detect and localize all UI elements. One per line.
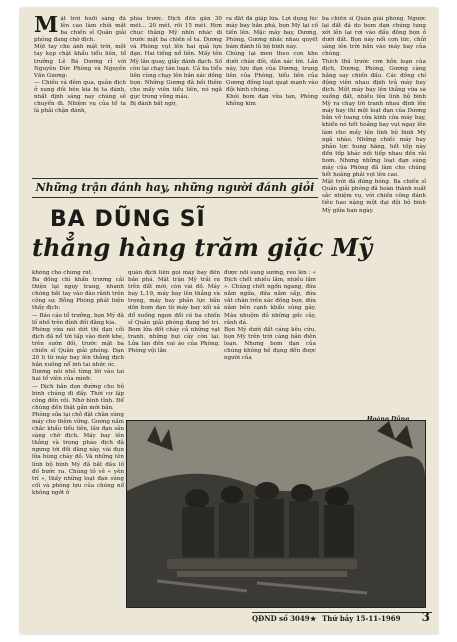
drop-cap: M: [34, 16, 59, 38]
page-number: 3: [421, 610, 430, 624]
headline-line-2: thẳng hàng trăm giặc Mỹ: [32, 233, 373, 262]
right-column: ba chiến sĩ Quân giải phóng. Ngược lại đất đá do bom đạn chúng tung xới lên lại rơi vào đầu đồng bọn ở dưới đất. Bọn này nổi cơn tức, chửi sáng lên trời bắn vào máy bay của chúng. Thích thú trước cơn hỗn loạn của địch, Dương, Phòng, Gương càng hăng say chiến đấu. Các đồng chí động viên nhau định trả máy bay địch. Một máy bay lên thẳng vừa sà xuống đất, nhiều tên lính bộ binh Mỹ ra chạy tới tranh nhau định lên máy bay thì một loạt đạn của Dương bắn vỡ toang cửa kính cửa máy bay, khiến nó hốt hoảng bay vụt ngay lên làm cho mấy tên lính bộ binh Mỹ ngã nhào. Những chiếc máy bay phản lực hung hăng, hết tốp này đến tốp khác nối tiếp nhau đến rải bom. Nhưng những loạt đạn súng máy của Phòng đã làm cho chúng hết hoảng phải vọt lên cao. Mặt trời đã đứng bóng. Ba chiến sĩ Quân giải phóng đã hoàn thành xuất sắc nhiệm vụ, với chiến công đánh tiêu hao nặng một đại đội bộ binh Mỹ giữa ban ngày.: [322, 16, 426, 214]
top-column-1: [34, 16, 126, 176]
article-column-2: quân địch liền gọi máy bay đến bắn phá. Mặt trận Mỹ trải ra trên đất mới, còn vài đồ. Máy bay L.19, máy bay lên thẳng và trọng, máy bay phản lực bắn dồn bom đạn từ máy bay xối xả đổ xuống ngọn đồi có ba chiến sĩ Quân giải phóng đang bố trí. Bom lửa đốt cháy cả những vạt tranh, những bụi cây còn lại. Lửa lan đến vai áo của Phòng. Phòng vội lăn: [128, 270, 220, 355]
photo-illustration: [127, 421, 425, 607]
star-icon: ★: [310, 614, 317, 623]
war-photo: [126, 420, 426, 608]
top-column-2: phía trước. Địch đến gần 30 mét... 20 mét, rồi 15 mét. Hơn chục thằng Mỹ nhìn nhác đi trước mặt ba chiến sĩ ta. Dương và Phòng vụt lên hai quả lựu đạn. Hai tiếng nổ liên. Mấy tên Mỹ lăn quay, giãy đành đạch. Số còn lại chạy tán loạn. Cả ba tiểu liên cùng chạy lên bắn xác đồng bọn. Những Gương đã bồi thêm cho mấy viên tiểu liên, nó ngã gục trong vũng máu. Bị đánh bất ngờ,: [130, 16, 222, 108]
article-column-3: được nổi sung sướng, reo lên : « Địch chết nhiều lắm, nhiều lắm ». Chúng chết ngổn ngang, đứa nằm ngửa, đứa nằm sấp, đứa vắt chân trên xác đồng bọn, đứa nằm bên cạnh khẩu súng gãy. Máu nhuộm đỏ những gốc cây, rãnh đá. Bọn Mỹ dưới đất cáng kêu cứu, bọn Mỹ trên trời càng bắn điên loạn. Nhưng bom đạn của chúng không hề đụng đến được người của: [224, 270, 316, 362]
kicker-bar: [32, 178, 318, 198]
issue-date: Thứ bảy 15-11-1969: [322, 614, 401, 623]
article-column-1: không cho chúng rút. Ba đồng chí khẩn trương cải thiện lại ngụy trang, nhanh chóng bắt tay vào đào rãnh trên công sự. Bỗng Phòng phát hiện thấy địch: — Báo cáo tổ trưởng, bọn Mỹ đã lố nhố trên đỉnh đồi đằng kia. Phòng vừa nói dứt thì đạn cối địch đã nổ tới tấp vào dưới khe, trên sườn đồi, trước mặt ba chiến sĩ Quân giải phóng. Đạn 20 li từ máy bay lên thẳng địch bắn xuống nổ inh tai nhức óc. Dương nói nhỏ từng lời vào tai hai tổ viên của mình: — Địch bắn dọn đường cho bộ binh chúng đi đấy. Thời cơ lập công đến rồi. Nhớ bình tĩnh. Để chúng đến thật gần mới bắn. Phòng sửa lại chỗ đặt chân súng máy cho thêm vững. Gương nắm chắc khẩu tiểu liên, lần đạn sẵn sàng chờ địch. Máy bay lên thẳng và trọng pháo địch đã ngưng tới đồi đằng này, vài đụn lửa bùng cháy đỏ. Và những tên lính bộ binh Mỹ đã bắt đầu lố đố bước ra. Chúng tỏ vẻ « yên trí », thấy những loạt đạn súng cối và phòng lựu của chúng nổ không ngớt ở: [32, 270, 124, 496]
headline-line-1: BA DŨNG SĨ: [50, 207, 206, 232]
kicker-text: Những trận đánh hay, những người đánh giỏi: [35, 181, 315, 194]
page-footer: [252, 612, 432, 625]
issue-number: QĐND số 3049: [252, 614, 310, 623]
top-column-1-text: ặt trời buổi sáng đã lên cao làm chói mắt ba chiến sĩ Quân giải phóng đang chờ địch. Một tay che ánh mặt trời, một tay kẹp chặt khẩu tiểu liên, tổ trưởng Lê Bá Dương rỉ với Nguyễn Đức Phòng và Nguyễn Văn Gương: — Chiều và đêm qua, quân địch ở xung đồi bên kia bị ta đánh, nhất định sáng nay chúng sẽ chuyển đi. Nhiệm vụ của tổ ta là phải chặn đánh,: [34, 16, 126, 115]
newspaper-page: [20, 8, 438, 634]
top-column-3: ra đất đã giập lửa. Lợi dụng lúc máy bay bắn phá, bọn Mỹ lại cố tiến lên. Mặc máy bay, Dương, Phòng, Gương nhắc nhau quyết bám đánh lũ bộ binh này. Chúng lại men theo con khe dưới chân đồi, dẫn xác tới. Lần này, lựu đạn của Dương, trung liên của Phòng, tiểu liên của Gương đồng loạt quạt mạnh vào đội hình chúng. Khói bom đạn vừa tan, Phòng không kim: [226, 16, 318, 108]
